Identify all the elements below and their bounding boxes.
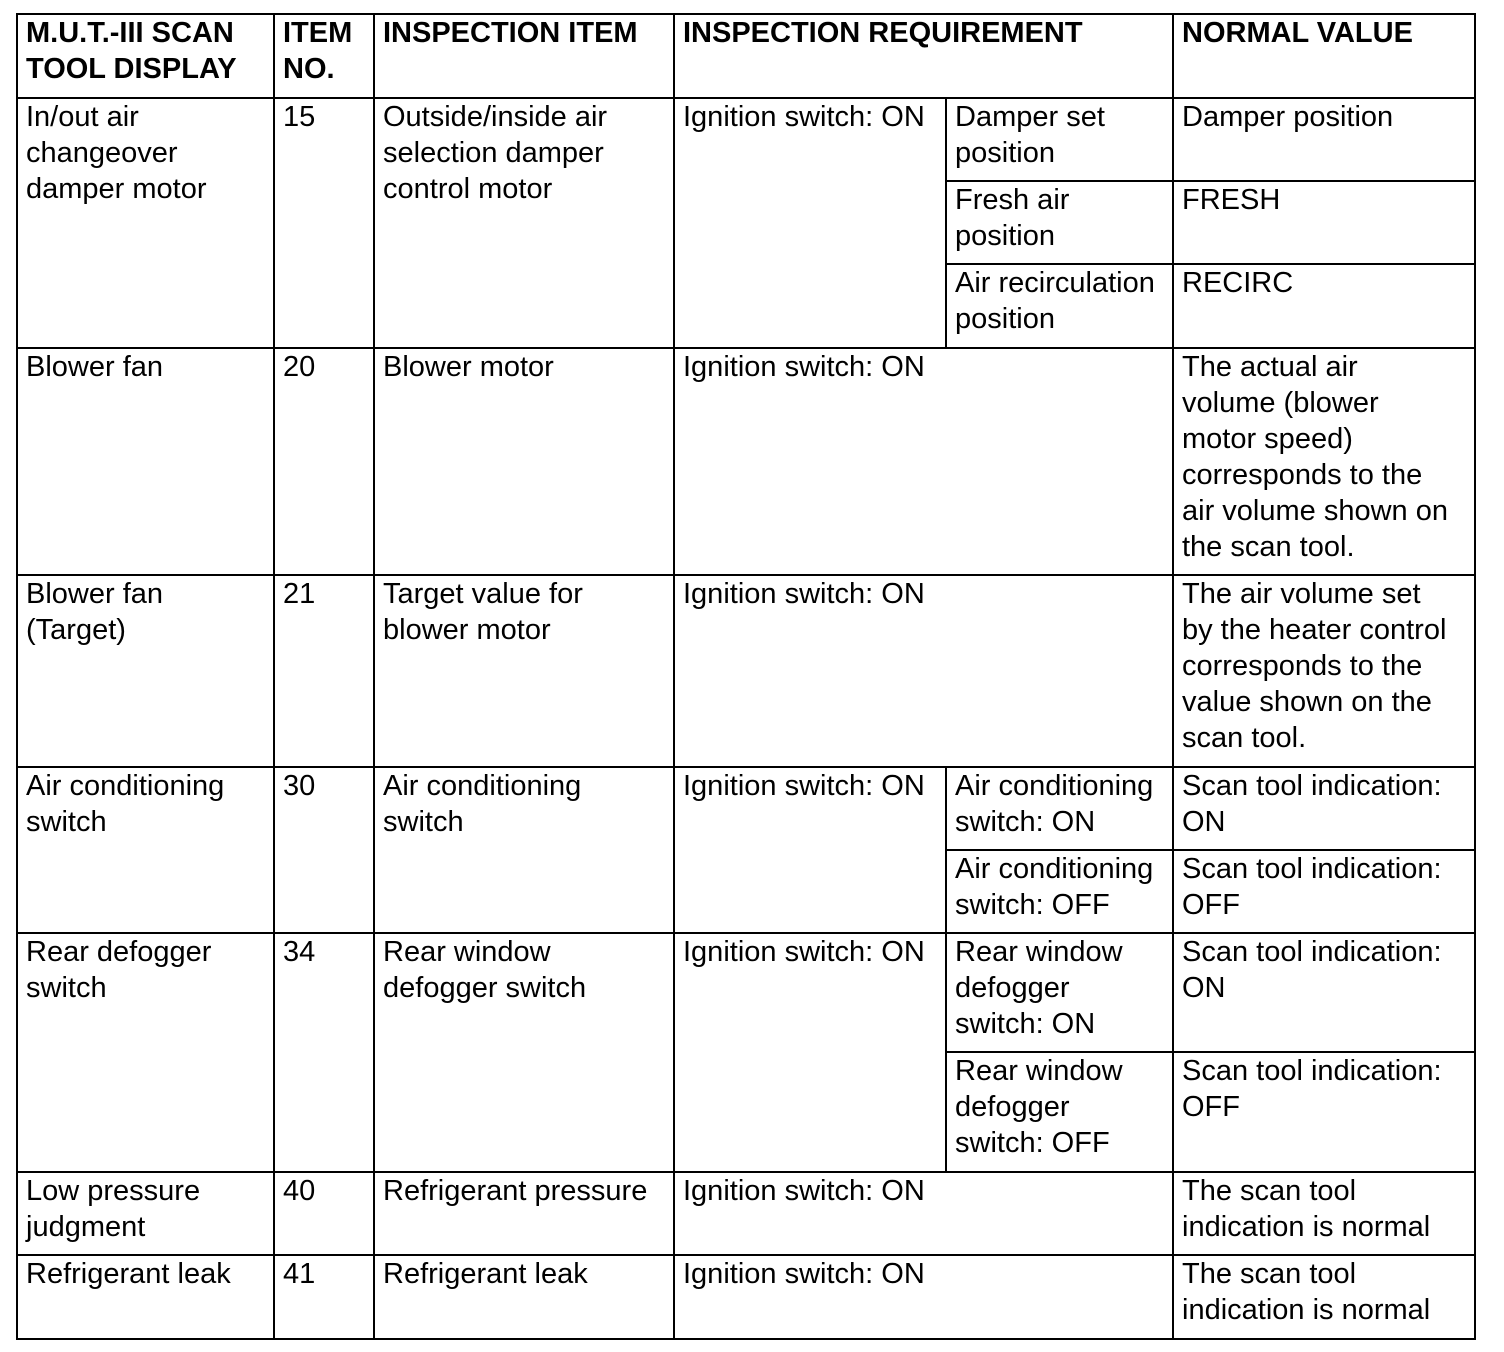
item-no-cell: 20	[274, 348, 374, 575]
display-cell: Blower fan (Target)	[17, 575, 274, 767]
condition-cell: Rear window defogger switch: ON	[946, 933, 1173, 1052]
inspection-item-cell: Blower motor	[374, 348, 674, 575]
inspection-item-cell: Outside/inside air selection damper control motor	[374, 98, 674, 348]
normal-value-cell: Scan tool indication: ON	[1173, 933, 1475, 1052]
item-no-cell: 15	[274, 98, 374, 348]
item-no-cell: 40	[274, 1172, 374, 1255]
display-cell: Air conditioning switch	[17, 767, 274, 933]
normal-value-cell: FRESH	[1173, 181, 1475, 264]
item-no-cell: 41	[274, 1255, 374, 1339]
table-row	[17, 767, 1475, 850]
normal-value-cell: Scan tool indication: ON	[1173, 767, 1475, 850]
table-row	[17, 1255, 1475, 1339]
item-no-cell: 30	[274, 767, 374, 933]
condition-cell: Air conditioning switch: ON	[946, 767, 1173, 850]
normal-value-cell: RECIRC	[1173, 264, 1475, 348]
normal-value-cell: The actual air volume (blower motor speed) corresponds to the air volume shown on the scan tool.	[1173, 348, 1475, 575]
table-row	[17, 1172, 1475, 1255]
inspection-item-cell: Air conditioning switch	[374, 767, 674, 933]
display-cell: In/out air changeover damper motor	[17, 98, 274, 348]
header-display: M.U.T.-III SCAN TOOL DISPLAY	[17, 14, 274, 98]
requirement-cell: Ignition switch: ON	[674, 933, 946, 1172]
requirement-cell: Ignition switch: ON	[674, 767, 946, 933]
table-row	[17, 933, 1475, 1052]
requirement-cell: Ignition switch: ON	[674, 1255, 1173, 1339]
table-row	[17, 348, 1475, 575]
normal-value-cell: Damper position	[1173, 98, 1475, 181]
display-cell: Blower fan	[17, 348, 274, 575]
header-normal-value: NORMAL VALUE	[1173, 14, 1475, 98]
condition-cell: Damper set position	[946, 98, 1173, 181]
requirement-cell: Ignition switch: ON	[674, 1172, 1173, 1255]
header-row	[17, 14, 1475, 98]
display-cell: Refrigerant leak	[17, 1255, 274, 1339]
normal-value-cell: Scan tool indication: OFF	[1173, 850, 1475, 933]
requirement-cell: Ignition switch: ON	[674, 98, 946, 348]
inspection-item-cell: Refrigerant leak	[374, 1255, 674, 1339]
item-no-cell: 34	[274, 933, 374, 1172]
table-row	[17, 575, 1475, 767]
header-inspection-item: INSPECTION ITEM	[374, 14, 674, 98]
condition-cell: Air conditioning switch: OFF	[946, 850, 1173, 933]
display-cell: Low pressure judgment	[17, 1172, 274, 1255]
header-inspection-requirement: INSPECTION REQUIREMENT	[674, 14, 1173, 98]
inspection-item-cell: Refrigerant pressure	[374, 1172, 674, 1255]
item-no-cell: 21	[274, 575, 374, 767]
condition-cell: Air recirculation position	[946, 264, 1173, 348]
table-row	[17, 98, 1475, 181]
normal-value-cell: The air volume set by the heater control corresponds to the value shown on the scan tool.	[1173, 575, 1475, 767]
normal-value-cell: The scan tool indication is normal	[1173, 1255, 1475, 1339]
condition-cell: Fresh air position	[946, 181, 1173, 264]
condition-cell: Rear window defogger switch: OFF	[946, 1052, 1173, 1172]
display-cell: Rear defogger switch	[17, 933, 274, 1172]
normal-value-cell: Scan tool indication: OFF	[1173, 1052, 1475, 1172]
normal-value-cell: The scan tool indication is normal	[1173, 1172, 1475, 1255]
inspection-item-cell: Target value for blower motor	[374, 575, 674, 767]
requirement-cell: Ignition switch: ON	[674, 348, 1173, 575]
inspection-item-cell: Rear window defogger switch	[374, 933, 674, 1172]
header-item-no: ITEM NO.	[274, 14, 374, 98]
requirement-cell: Ignition switch: ON	[674, 575, 1173, 767]
inspection-table	[16, 13, 1476, 1340]
